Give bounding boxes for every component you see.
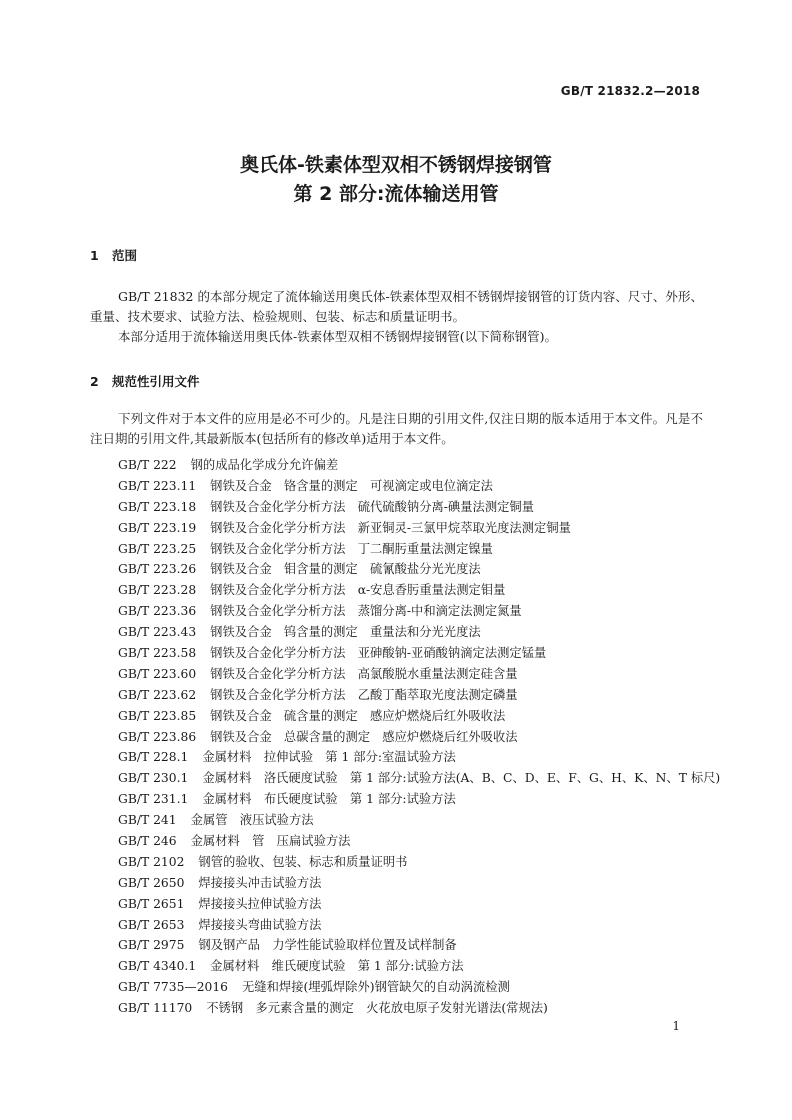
reference-item (118, 706, 720, 727)
reference-title: 钢铁及合金化学分析方法 乙酸丁酯萃取光度法测定磷量 (210, 687, 518, 702)
reference-item (118, 580, 720, 601)
reference-item (118, 455, 720, 476)
reference-title: 钢管的验收、包装、标志和质量证明书 (198, 854, 408, 869)
section-title: 规范性引用文件 (112, 374, 200, 389)
reference-item (118, 622, 720, 643)
reference-title: 焊接接头拉伸试验方法 (198, 896, 322, 911)
reference-item (118, 810, 720, 831)
reference-code: GB/T 223.25 (118, 541, 197, 556)
reference-item (118, 852, 720, 873)
reference-code: GB/T 246 (118, 834, 177, 849)
section-heading-normative-references (90, 372, 200, 390)
reference-title: 钢铁及合金化学分析方法 新亚铜灵-三氯甲烷萃取光度法测定铜量 (210, 520, 571, 535)
reference-title: 金属管 液压试验方法 (190, 813, 314, 828)
reference-code: GB/T 230.1 (118, 771, 189, 786)
reference-item (118, 601, 720, 622)
references-intro-paragraph: 下列文件对于本文件的应用是必不可少的。凡是注日期的引用文件,仅注日期的版本适用于本文件。凡是不注日期的引用文件,其最新版本(包括所有的修改单)适用于本文件。 (90, 411, 703, 446)
reference-code: GB/T 223.36 (118, 604, 197, 619)
reference-title: 无缝和焊接(埋弧焊除外)钢管缺欠的自动涡流检测 (242, 980, 510, 995)
reference-code: GB/T 223.43 (118, 625, 197, 640)
reference-item (118, 956, 720, 977)
reference-code: GB/T 223.58 (118, 646, 197, 661)
reference-code: GB/T 223.28 (118, 583, 197, 598)
document-title-line2: 第 2 部分:流体输送用管 (293, 183, 499, 205)
reference-code: GB/T 11170 (118, 1001, 193, 1016)
reference-title: 钢的成品化学成分允许偏差 (190, 458, 339, 472)
reference-title: 焊接接头弯曲试验方法 (198, 917, 322, 932)
reference-item (118, 497, 720, 518)
reference-item (118, 559, 720, 580)
reference-code: GB/T 228.1 (118, 750, 189, 765)
reference-code: GB/T 2975 (118, 938, 185, 953)
reference-code: GB/T 223.18 (118, 499, 197, 514)
reference-code: GB/T 2651 (118, 896, 185, 911)
page-number: 1 (672, 1019, 680, 1033)
scope-applicability-paragraph: 本部分适用于流体输送用奥氏体-铁素体型双相不锈钢焊接钢管(以下简称钢管)。 (118, 329, 557, 344)
reference-code: GB/T 223.85 (118, 708, 197, 723)
reference-title: 金属材料 拉伸试验 第 1 部分:室温试验方法 (202, 750, 456, 765)
reference-item (118, 789, 720, 810)
section-number: 2 (90, 374, 99, 389)
reference-title: 不锈钢 多元素含量的测定 火花放电原子发射光谱法(常规法) (206, 1001, 548, 1016)
reference-item (118, 831, 720, 852)
reference-item (118, 998, 720, 1019)
reference-item (118, 915, 720, 936)
reference-item (118, 873, 720, 894)
standard-code: GB/T 21832.2—2018 (560, 84, 700, 98)
reference-title: 焊接接头冲击试验方法 (198, 875, 322, 890)
reference-list (118, 455, 720, 1019)
reference-title: 钢铁及合金 硫含量的测定 感应炉燃烧后红外吸收法 (210, 708, 506, 723)
reference-title: 钢铁及合金化学分析方法 α-安息香肟重量法测定钼量 (210, 583, 506, 598)
reference-title: 钢铁及合金化学分析方法 硫代硫酸钠分离-碘量法测定铜量 (210, 499, 535, 514)
reference-title: 钢铁及合金 铬含量的测定 可视滴定或电位滴定法 (210, 478, 493, 493)
reference-title: 钢铁及合金化学分析方法 蒸馏分离-中和滴定法测定氮量 (210, 604, 522, 619)
reference-code: GB/T 4340.1 (118, 959, 197, 974)
reference-item (118, 643, 720, 664)
reference-item (118, 977, 720, 998)
reference-item (118, 518, 720, 539)
reference-code: GB/T 7735—2016 (118, 980, 228, 995)
reference-item (118, 768, 720, 789)
reference-code: GB/T 223.62 (118, 687, 197, 702)
reference-code: GB/T 222 (118, 458, 177, 472)
reference-item (118, 664, 720, 685)
reference-item (118, 539, 720, 560)
reference-code: GB/T 223.11 (118, 478, 197, 493)
reference-code: GB/T 241 (118, 813, 177, 828)
reference-code: GB/T 223.60 (118, 666, 197, 681)
reference-title: 钢及钢产品 力学性能试验取样位置及试样制备 (198, 938, 457, 953)
reference-item (118, 727, 720, 748)
reference-item (118, 476, 720, 497)
reference-code: GB/T 2650 (118, 875, 185, 890)
reference-item (118, 685, 720, 706)
section-heading-scope (90, 246, 137, 264)
reference-title: 钢铁及合金 钨含量的测定 重量法和分光光度法 (210, 625, 481, 640)
reference-code: GB/T 2102 (118, 854, 185, 869)
reference-title: 钢铁及合金化学分析方法 高氯酸脱水重量法测定硅含量 (210, 666, 518, 681)
scope-paragraph: GB/T 21832 的本部分规定了流体输送用奥氏体-铁素体型双相不锈钢焊接钢管的订货内容、尺寸、外形、重量、技术要求、试验方法、检验规则、包装、标志和质量证明书。 (90, 289, 703, 324)
reference-title: 金属材料 洛氏硬度试验 第 1 部分:试验方法(A、B、C、D、E、F、G、H、K、N、T 标尺) (202, 771, 721, 786)
section-title: 范围 (112, 248, 138, 263)
reference-title: 金属材料 管 压扁试验方法 (190, 834, 351, 849)
reference-item (118, 935, 720, 956)
reference-title: 钢铁及合金化学分析方法 丁二酮肟重量法测定镍量 (210, 541, 493, 556)
reference-code: GB/T 223.19 (118, 520, 197, 535)
reference-code: GB/T 2653 (118, 917, 185, 932)
reference-title: 钢铁及合金 总碳含量的测定 感应炉燃烧后红外吸收法 (210, 729, 518, 744)
reference-title: 钢铁及合金化学分析方法 亚砷酸钠-亚硝酸钠滴定法测定锰量 (210, 646, 547, 661)
reference-item (118, 894, 720, 915)
document-title-line1: 奥氏体-铁素体型双相不锈钢焊接钢管 (240, 154, 552, 176)
reference-title: 钢铁及合金 钼含量的测定 硫氰酸盐分光光度法 (210, 562, 481, 577)
section-number: 1 (90, 248, 99, 263)
reference-code: GB/T 231.1 (118, 792, 189, 807)
reference-code: GB/T 223.86 (118, 729, 197, 744)
reference-title: 金属材料 维氏硬度试验 第 1 部分:试验方法 (210, 959, 464, 974)
reference-item (118, 747, 720, 768)
reference-title: 金属材料 布氏硬度试验 第 1 部分:试验方法 (202, 792, 456, 807)
reference-code: GB/T 223.26 (118, 562, 197, 577)
